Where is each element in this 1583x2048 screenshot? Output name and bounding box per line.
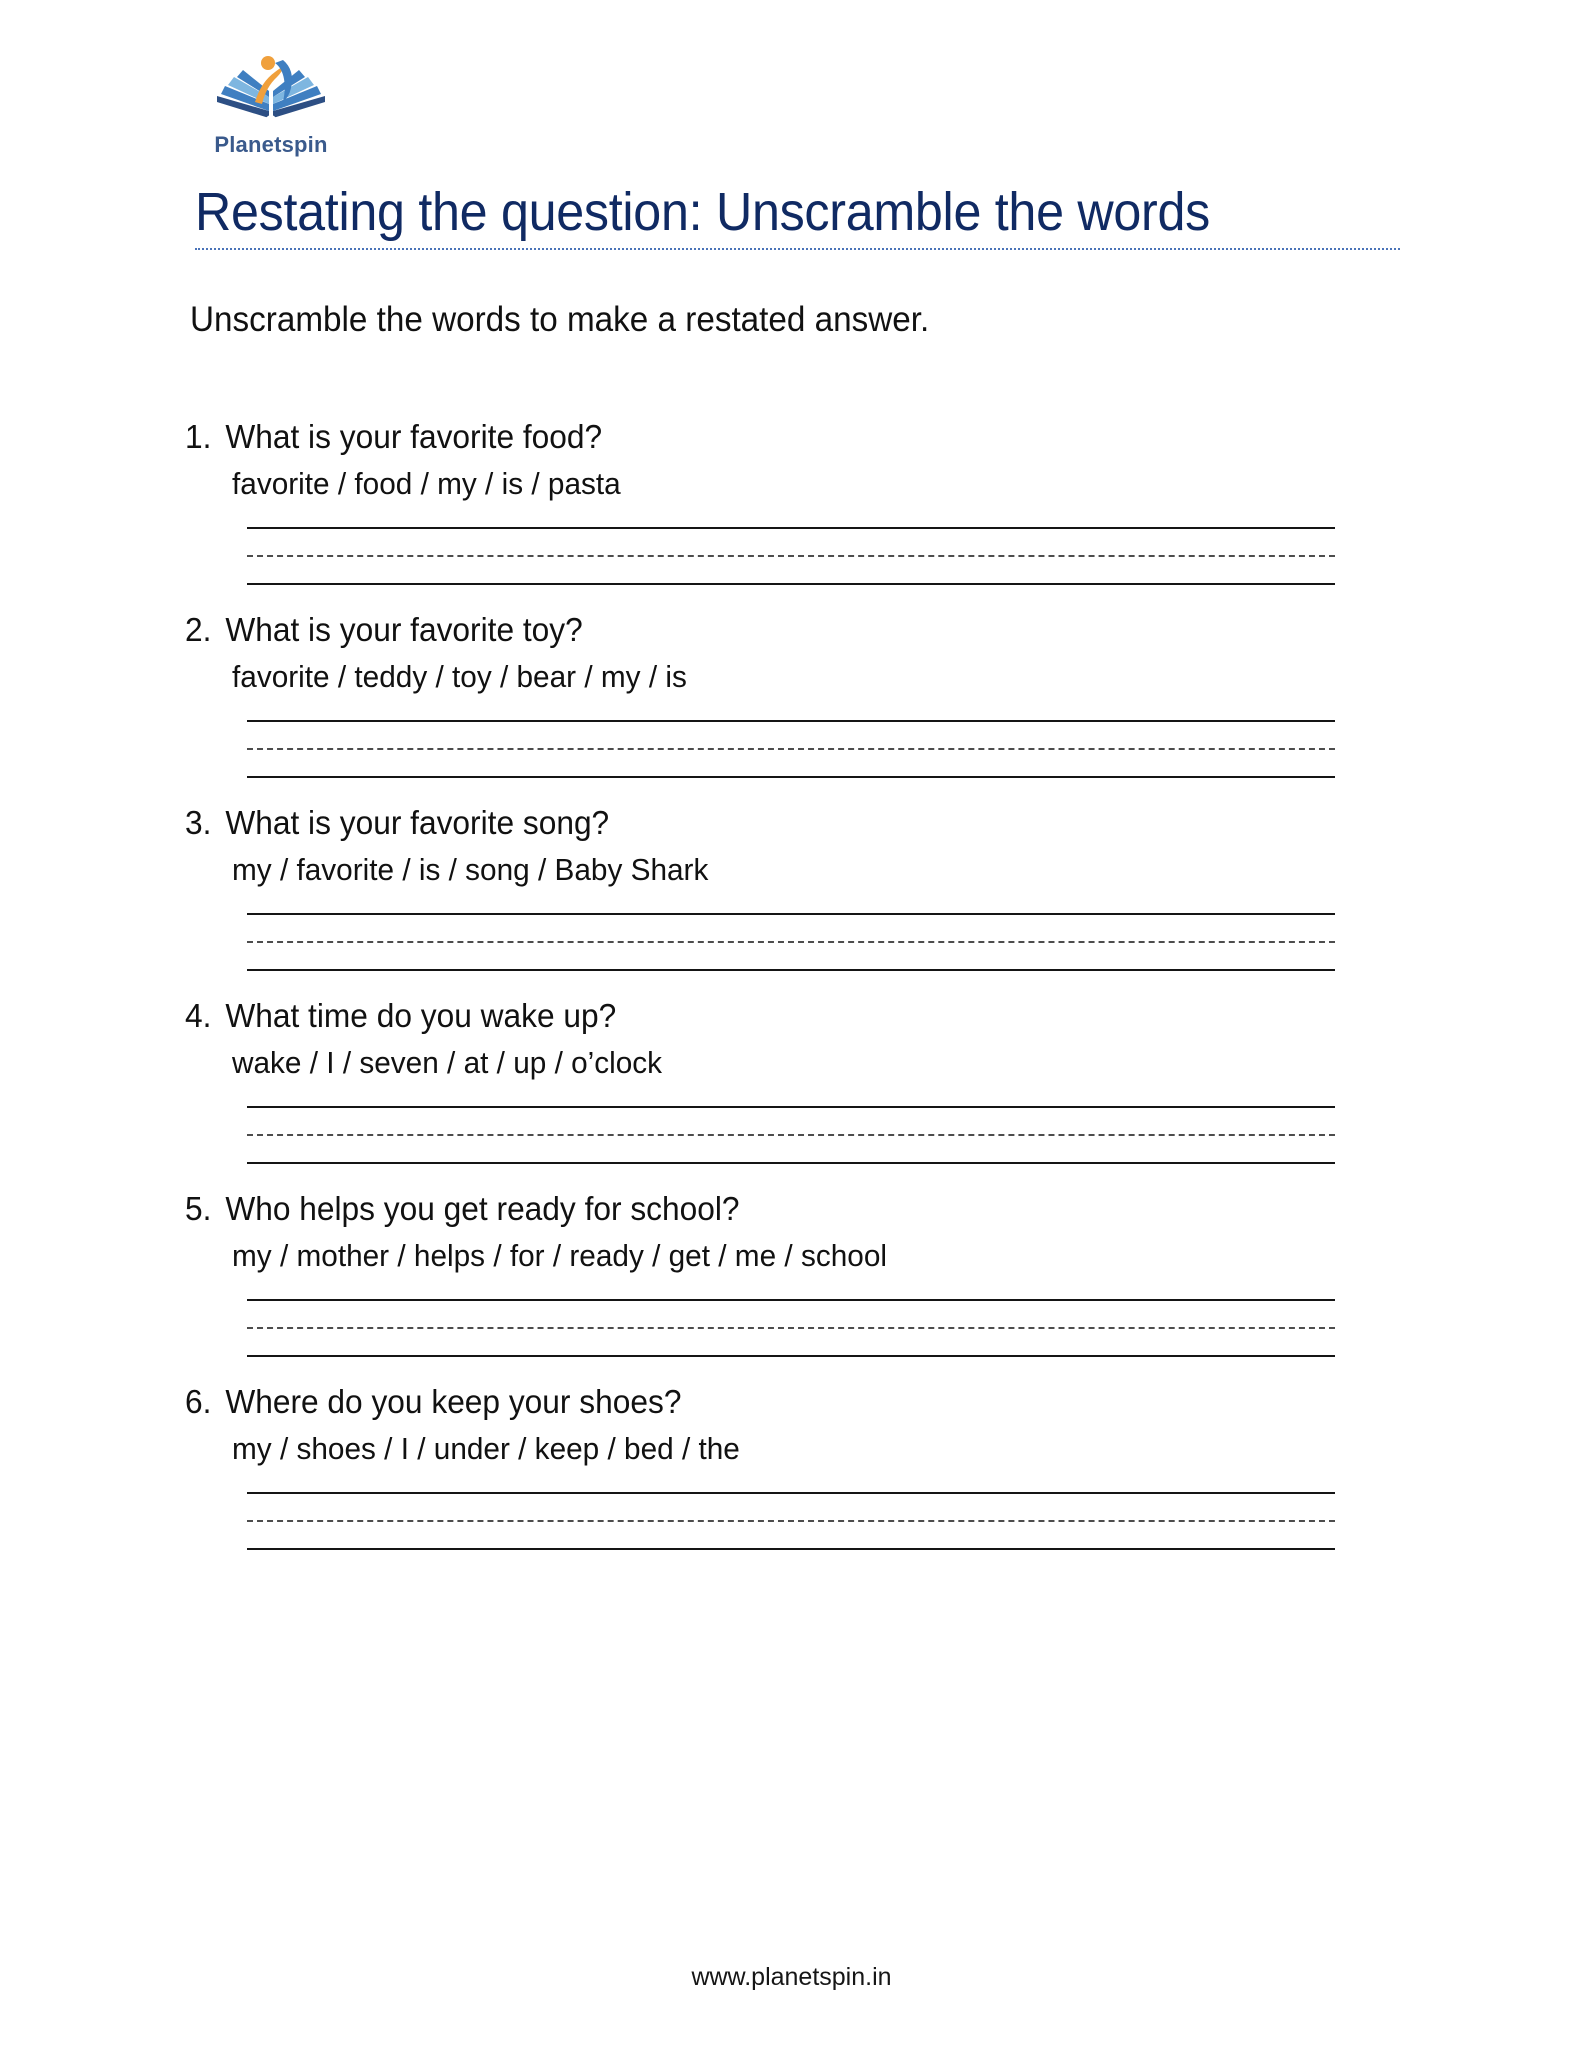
question-number: 1. bbox=[185, 418, 212, 455]
question-heading bbox=[185, 997, 1356, 1036]
answer-writing-lines[interactable] bbox=[247, 1284, 1335, 1359]
question-text: What time do you wake up? bbox=[225, 996, 617, 1034]
writing-line-top bbox=[247, 527, 1335, 529]
writing-line-top bbox=[247, 913, 1335, 915]
scrambled-words: my / favorite / is / song / Baby Shark bbox=[232, 851, 709, 887]
question-heading bbox=[185, 804, 1356, 843]
writing-line-middle-dashed bbox=[247, 748, 1335, 750]
instruction-text: Unscramble the words to make a restated answer. bbox=[190, 300, 930, 339]
scrambled-words: favorite / teddy / toy / bear / my / is bbox=[232, 658, 687, 694]
writing-line-bottom bbox=[247, 776, 1335, 778]
writing-line-middle-dashed bbox=[247, 555, 1335, 557]
writing-line-bottom bbox=[247, 969, 1335, 971]
writing-line-top bbox=[247, 720, 1335, 722]
writing-line-middle-dashed bbox=[247, 1520, 1335, 1522]
answer-writing-lines[interactable] bbox=[247, 512, 1335, 587]
question-heading bbox=[185, 1383, 1356, 1422]
writing-line-middle-dashed bbox=[247, 1134, 1335, 1136]
writing-line-bottom bbox=[247, 1548, 1335, 1550]
question-item bbox=[185, 418, 1405, 587]
question-text: What is your favorite toy? bbox=[225, 610, 583, 648]
question-text: What is your favorite food? bbox=[225, 418, 603, 455]
writing-line-middle-dashed bbox=[247, 1327, 1335, 1329]
question-heading bbox=[185, 1190, 1356, 1229]
footer-website: www.planetspin.in bbox=[691, 1963, 892, 1991]
writing-line-top bbox=[247, 1106, 1335, 1108]
question-number: 3. bbox=[185, 803, 212, 841]
writing-line-top bbox=[247, 1492, 1335, 1494]
question-item bbox=[185, 1383, 1405, 1552]
question-text: Where do you keep your shoes? bbox=[225, 1382, 682, 1420]
title-block bbox=[195, 182, 1420, 250]
questions-list bbox=[185, 418, 1405, 1576]
question-text: What is your favorite song? bbox=[225, 803, 610, 841]
question-item bbox=[185, 611, 1405, 780]
writing-line-bottom bbox=[247, 1355, 1335, 1357]
question-item bbox=[185, 1190, 1405, 1359]
scrambled-words: favorite / food / my / is / pasta bbox=[232, 465, 621, 501]
brand-name: Planetspin bbox=[214, 132, 328, 157]
question-number: 2. bbox=[185, 610, 212, 648]
answer-writing-lines[interactable] bbox=[247, 1477, 1335, 1552]
writing-line-top bbox=[247, 1299, 1335, 1301]
question-text: Who helps you get ready for school? bbox=[225, 1189, 740, 1227]
writing-line-middle-dashed bbox=[247, 941, 1335, 943]
scrambled-words: my / mother / helps / for / ready / get / me / school bbox=[232, 1237, 887, 1273]
brand-logo bbox=[196, 52, 346, 158]
question-heading bbox=[185, 611, 1356, 650]
question-number: 5. bbox=[185, 1189, 212, 1227]
answer-writing-lines[interactable] bbox=[247, 705, 1335, 780]
question-heading bbox=[185, 418, 1356, 457]
scrambled-words: wake / I / seven / at / up / o’clock bbox=[232, 1044, 663, 1080]
scrambled-words: my / shoes / I / under / keep / bed / the bbox=[232, 1430, 740, 1466]
title-divider bbox=[195, 248, 1400, 250]
question-item bbox=[185, 804, 1405, 973]
writing-line-bottom bbox=[247, 583, 1335, 585]
open-book-with-person-logo bbox=[211, 52, 331, 130]
writing-line-bottom bbox=[247, 1162, 1335, 1164]
question-number: 4. bbox=[185, 996, 212, 1034]
question-item bbox=[185, 997, 1405, 1166]
question-number: 6. bbox=[185, 1382, 212, 1420]
page-title: Restating the question: Unscramble the words bbox=[195, 182, 1210, 242]
answer-writing-lines[interactable] bbox=[247, 1091, 1335, 1166]
answer-writing-lines[interactable] bbox=[247, 898, 1335, 973]
